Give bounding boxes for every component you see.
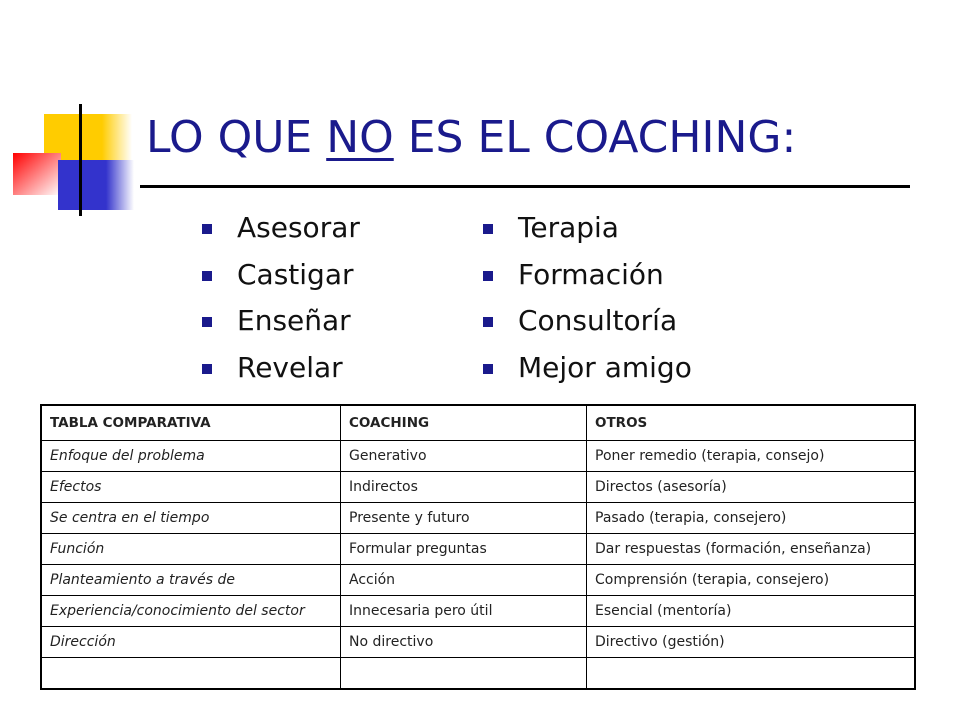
comparison-table bbox=[40, 404, 916, 690]
coaching-cell: Generativo bbox=[341, 441, 587, 472]
otros-cell: Poner remedio (terapia, consejo) bbox=[587, 441, 916, 472]
coaching-cell: Formular preguntas bbox=[341, 534, 587, 565]
coaching-cell: No directivo bbox=[341, 627, 587, 658]
coaching-cell bbox=[341, 658, 587, 690]
otros-cell: Comprensión (terapia, consejero) bbox=[587, 565, 916, 596]
square-bullet-icon bbox=[202, 317, 212, 327]
otros-cell: Esencial (mentoría) bbox=[587, 596, 916, 627]
square-bullet-icon bbox=[202, 364, 212, 374]
list-item-text: Terapia bbox=[518, 211, 619, 244]
title-underline-rule bbox=[140, 185, 910, 188]
row-label-cell bbox=[41, 658, 341, 690]
table-row bbox=[41, 565, 915, 596]
table-row bbox=[41, 472, 915, 503]
table-row-empty bbox=[41, 658, 915, 690]
row-label-cell: Experiencia/conocimiento del sector bbox=[41, 596, 341, 627]
otros-cell: Pasado (terapia, consejero) bbox=[587, 503, 916, 534]
row-label-cell: Enfoque del problema bbox=[41, 441, 341, 472]
square-bullet-icon bbox=[202, 224, 212, 234]
slide-title bbox=[146, 112, 796, 163]
header-cell-tabla: TABLA COMPARATIVA bbox=[41, 405, 341, 441]
deco-vertical-line bbox=[79, 104, 82, 216]
table-header-row bbox=[41, 405, 915, 441]
list-item-text: Formación bbox=[518, 257, 664, 291]
row-label-cell: Se centra en el tiempo bbox=[41, 503, 341, 534]
header-cell-coaching: COACHING bbox=[341, 405, 587, 441]
table-row bbox=[41, 503, 915, 534]
square-bullet-icon bbox=[202, 271, 212, 281]
list-item-text: Asesorar bbox=[237, 211, 360, 244]
table-row bbox=[41, 441, 915, 472]
row-label-cell: Dirección bbox=[41, 627, 341, 658]
table-row bbox=[41, 627, 915, 658]
otros-cell: Directivo (gestión) bbox=[587, 627, 916, 658]
coaching-cell: Acción bbox=[341, 565, 587, 596]
deco-blue-gradient bbox=[106, 160, 134, 210]
table-row bbox=[41, 534, 915, 565]
list-item-text: Mejor amigo bbox=[518, 350, 692, 384]
coaching-cell: Indirectos bbox=[341, 472, 587, 503]
row-label-cell: Función bbox=[41, 534, 341, 565]
square-bullet-icon bbox=[483, 271, 493, 281]
otros-cell bbox=[587, 658, 916, 690]
coaching-cell: Innecesaria pero útil bbox=[341, 596, 587, 627]
otros-cell: Dar respuestas (formación, enseñanza) bbox=[587, 534, 916, 565]
square-bullet-icon bbox=[483, 317, 493, 327]
list-item-text: Castigar bbox=[237, 257, 354, 291]
deco-red-square bbox=[13, 153, 61, 195]
square-bullet-icon bbox=[483, 364, 493, 374]
title-emphasis: NO bbox=[326, 112, 394, 163]
row-label-cell: Efectos bbox=[41, 472, 341, 503]
list-item-text: Revelar bbox=[237, 350, 343, 384]
deco-blue-square bbox=[58, 160, 108, 210]
title-part-after: ES EL COACHING: bbox=[393, 112, 797, 163]
table-row bbox=[41, 596, 915, 627]
otros-cell: Directos (asesoría) bbox=[587, 472, 916, 503]
row-label-cell: Planteamiento a través de bbox=[41, 565, 341, 596]
list-item-text: Enseñar bbox=[237, 304, 351, 337]
header-cell-otros: OTROS bbox=[587, 405, 916, 441]
coaching-cell: Presente y futuro bbox=[341, 503, 587, 534]
square-bullet-icon bbox=[483, 224, 493, 234]
list-item-text: Consultoría bbox=[518, 304, 678, 337]
title-part-before: LO QUE bbox=[146, 112, 327, 163]
